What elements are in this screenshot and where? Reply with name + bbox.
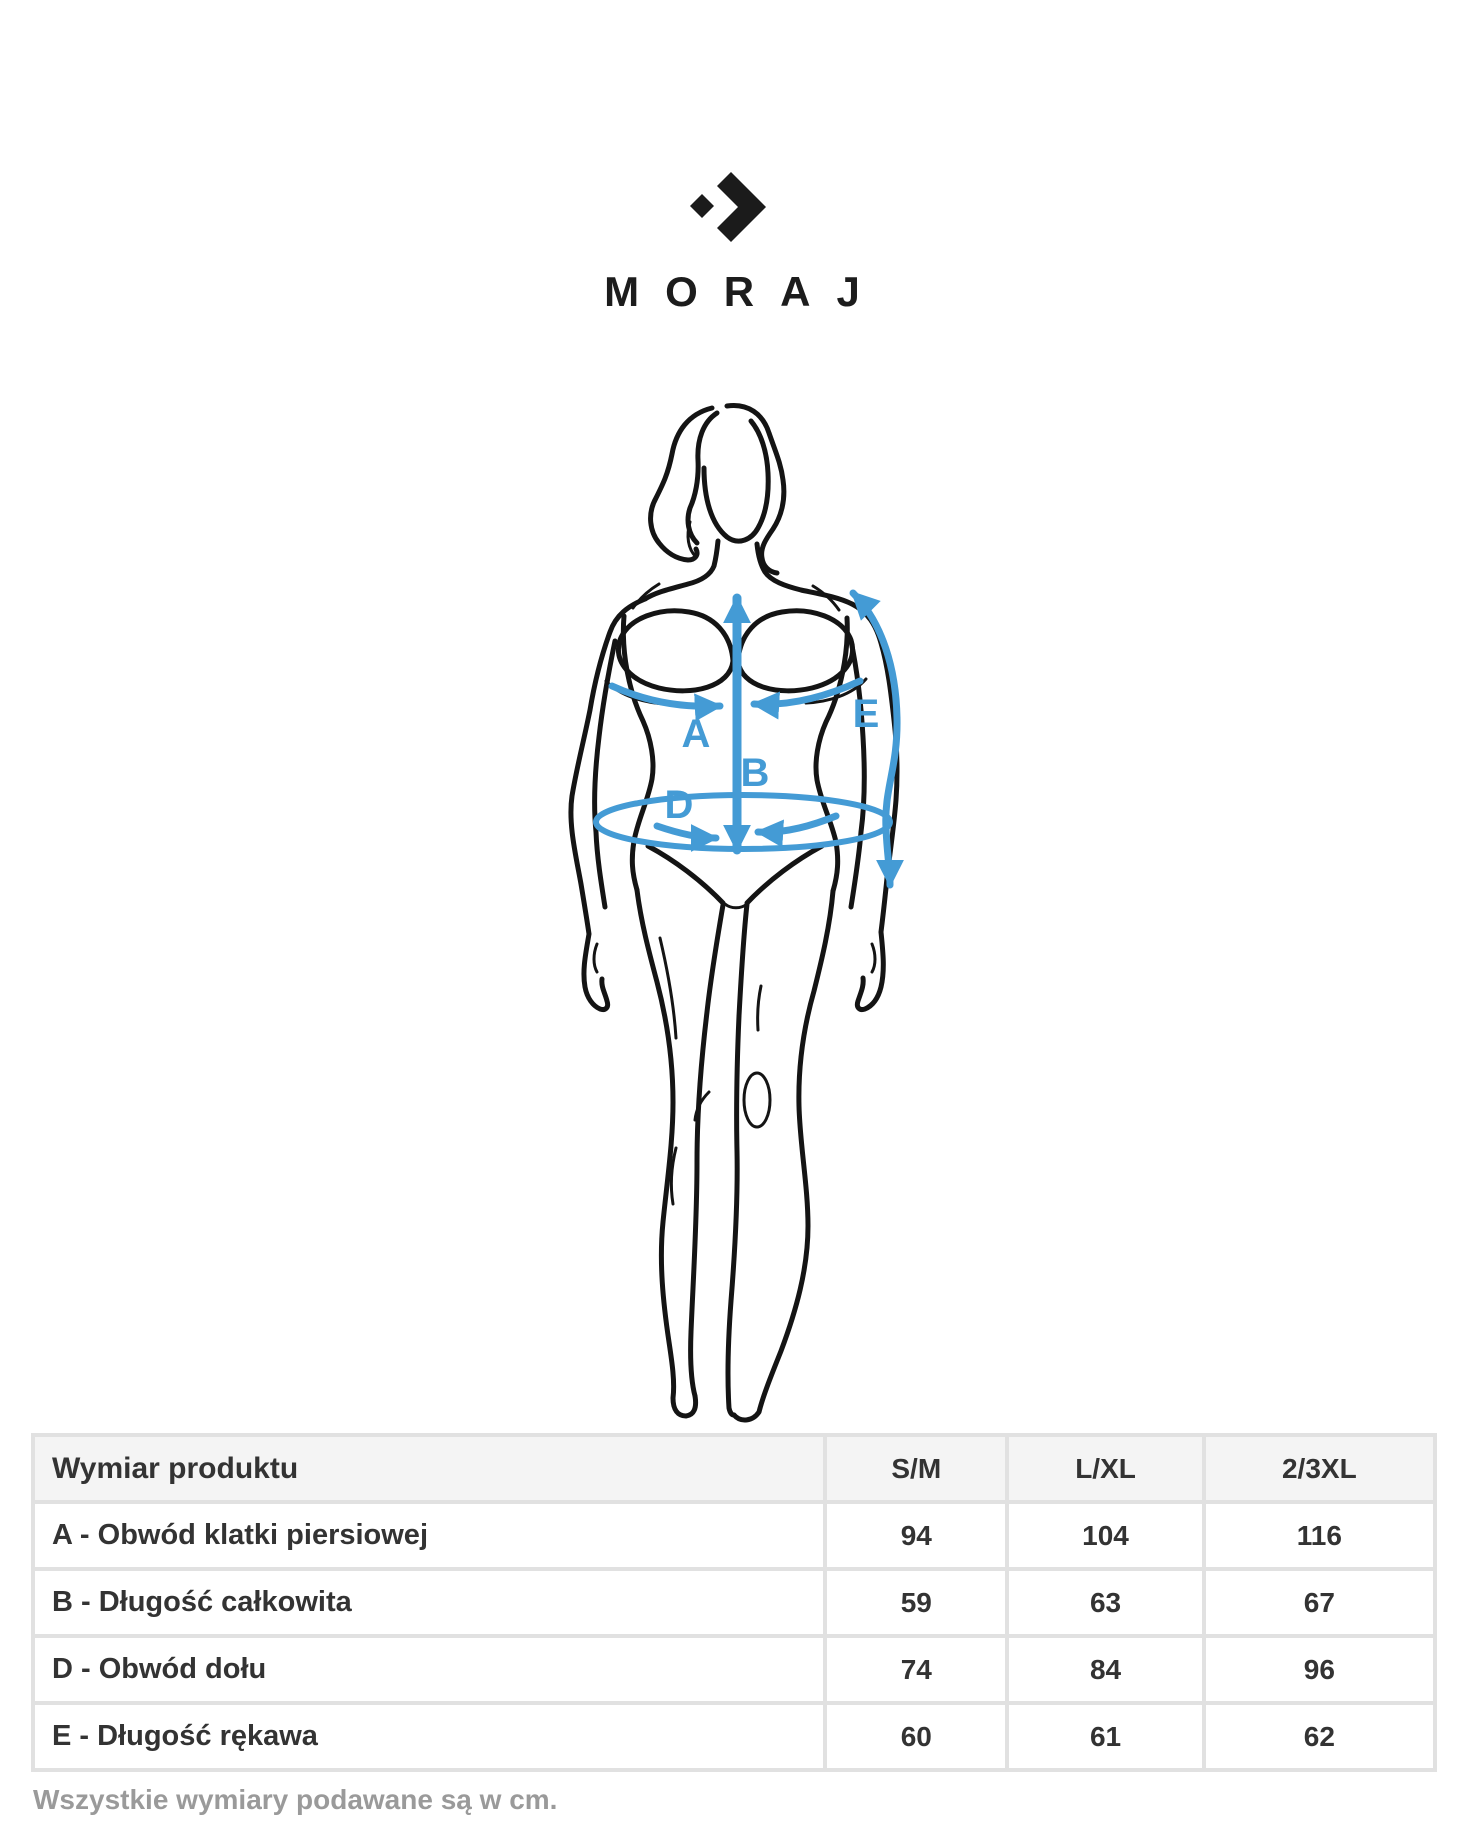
cell-value: 62 bbox=[1204, 1703, 1435, 1770]
cell-value: 94 bbox=[825, 1502, 1007, 1569]
leg-right-inner bbox=[728, 904, 747, 1415]
brand-name: MORAJ bbox=[604, 268, 886, 315]
cell-value: 63 bbox=[1007, 1569, 1203, 1636]
cell-value: 67 bbox=[1204, 1569, 1435, 1636]
woman-outline-drawing bbox=[571, 406, 897, 1421]
thigh-hint-right bbox=[758, 986, 761, 1030]
neck-shoulder-left bbox=[645, 541, 718, 599]
measure-arrow-d-right bbox=[758, 816, 836, 832]
measure-arrow-d-left bbox=[657, 826, 716, 838]
cell-value: 59 bbox=[825, 1569, 1007, 1636]
logo-chevron-icon bbox=[717, 172, 766, 242]
leg-right-outer bbox=[734, 891, 833, 1420]
panty-line bbox=[725, 904, 747, 908]
measure-label-e: E bbox=[852, 692, 880, 736]
measure-label-b: B bbox=[740, 751, 770, 795]
cell-value: 104 bbox=[1007, 1502, 1203, 1569]
face-outline bbox=[704, 421, 768, 541]
logo-diamond-icon bbox=[690, 194, 714, 218]
bust-right bbox=[738, 611, 853, 691]
table-row-d bbox=[33, 1636, 1435, 1703]
hand-left-thumb bbox=[594, 944, 597, 972]
body-measurement-diagram bbox=[540, 380, 960, 1440]
size-column-header-sm: S/M bbox=[825, 1435, 1007, 1502]
size-table bbox=[31, 1433, 1437, 1772]
hand-right-thumb bbox=[872, 944, 875, 972]
leg-left-inner bbox=[691, 905, 723, 1396]
row-label: A - Obwód klatki piersiowej bbox=[33, 1502, 825, 1569]
measure-label-a: A bbox=[681, 712, 711, 756]
row-label: E - Długość rękawa bbox=[33, 1703, 825, 1770]
row-label: B - Długość całkowita bbox=[33, 1569, 825, 1636]
cell-value: 116 bbox=[1204, 1502, 1435, 1569]
torso-right bbox=[816, 618, 847, 891]
hip-line-left bbox=[648, 846, 723, 903]
size-column-header-23xl: 2/3XL bbox=[1204, 1435, 1435, 1502]
units-note: Wszystkie wymiary podawane są w cm. bbox=[33, 1784, 558, 1815]
table-title: Wymiar produktu bbox=[33, 1435, 825, 1502]
row-label: D - Obwód dołu bbox=[33, 1636, 825, 1703]
table-row-a bbox=[33, 1502, 1435, 1569]
bust-left bbox=[618, 611, 733, 691]
knee-ellipse bbox=[744, 1073, 770, 1127]
cell-value: 74 bbox=[825, 1636, 1007, 1703]
cell-value: 96 bbox=[1204, 1636, 1435, 1703]
measure-arrow-a-right bbox=[754, 681, 860, 704]
measure-label-d: D bbox=[664, 783, 694, 827]
moraj-logo-icon bbox=[684, 163, 776, 251]
table-row-b bbox=[33, 1569, 1435, 1636]
hip-line-right bbox=[747, 846, 822, 903]
cell-value: 61 bbox=[1007, 1703, 1203, 1770]
cell-value: 60 bbox=[825, 1703, 1007, 1770]
size-column-header-lxl: L/XL bbox=[1007, 1435, 1203, 1502]
cell-value: 84 bbox=[1007, 1636, 1203, 1703]
size-table-header-row bbox=[33, 1435, 1435, 1502]
table-row-e bbox=[33, 1703, 1435, 1770]
